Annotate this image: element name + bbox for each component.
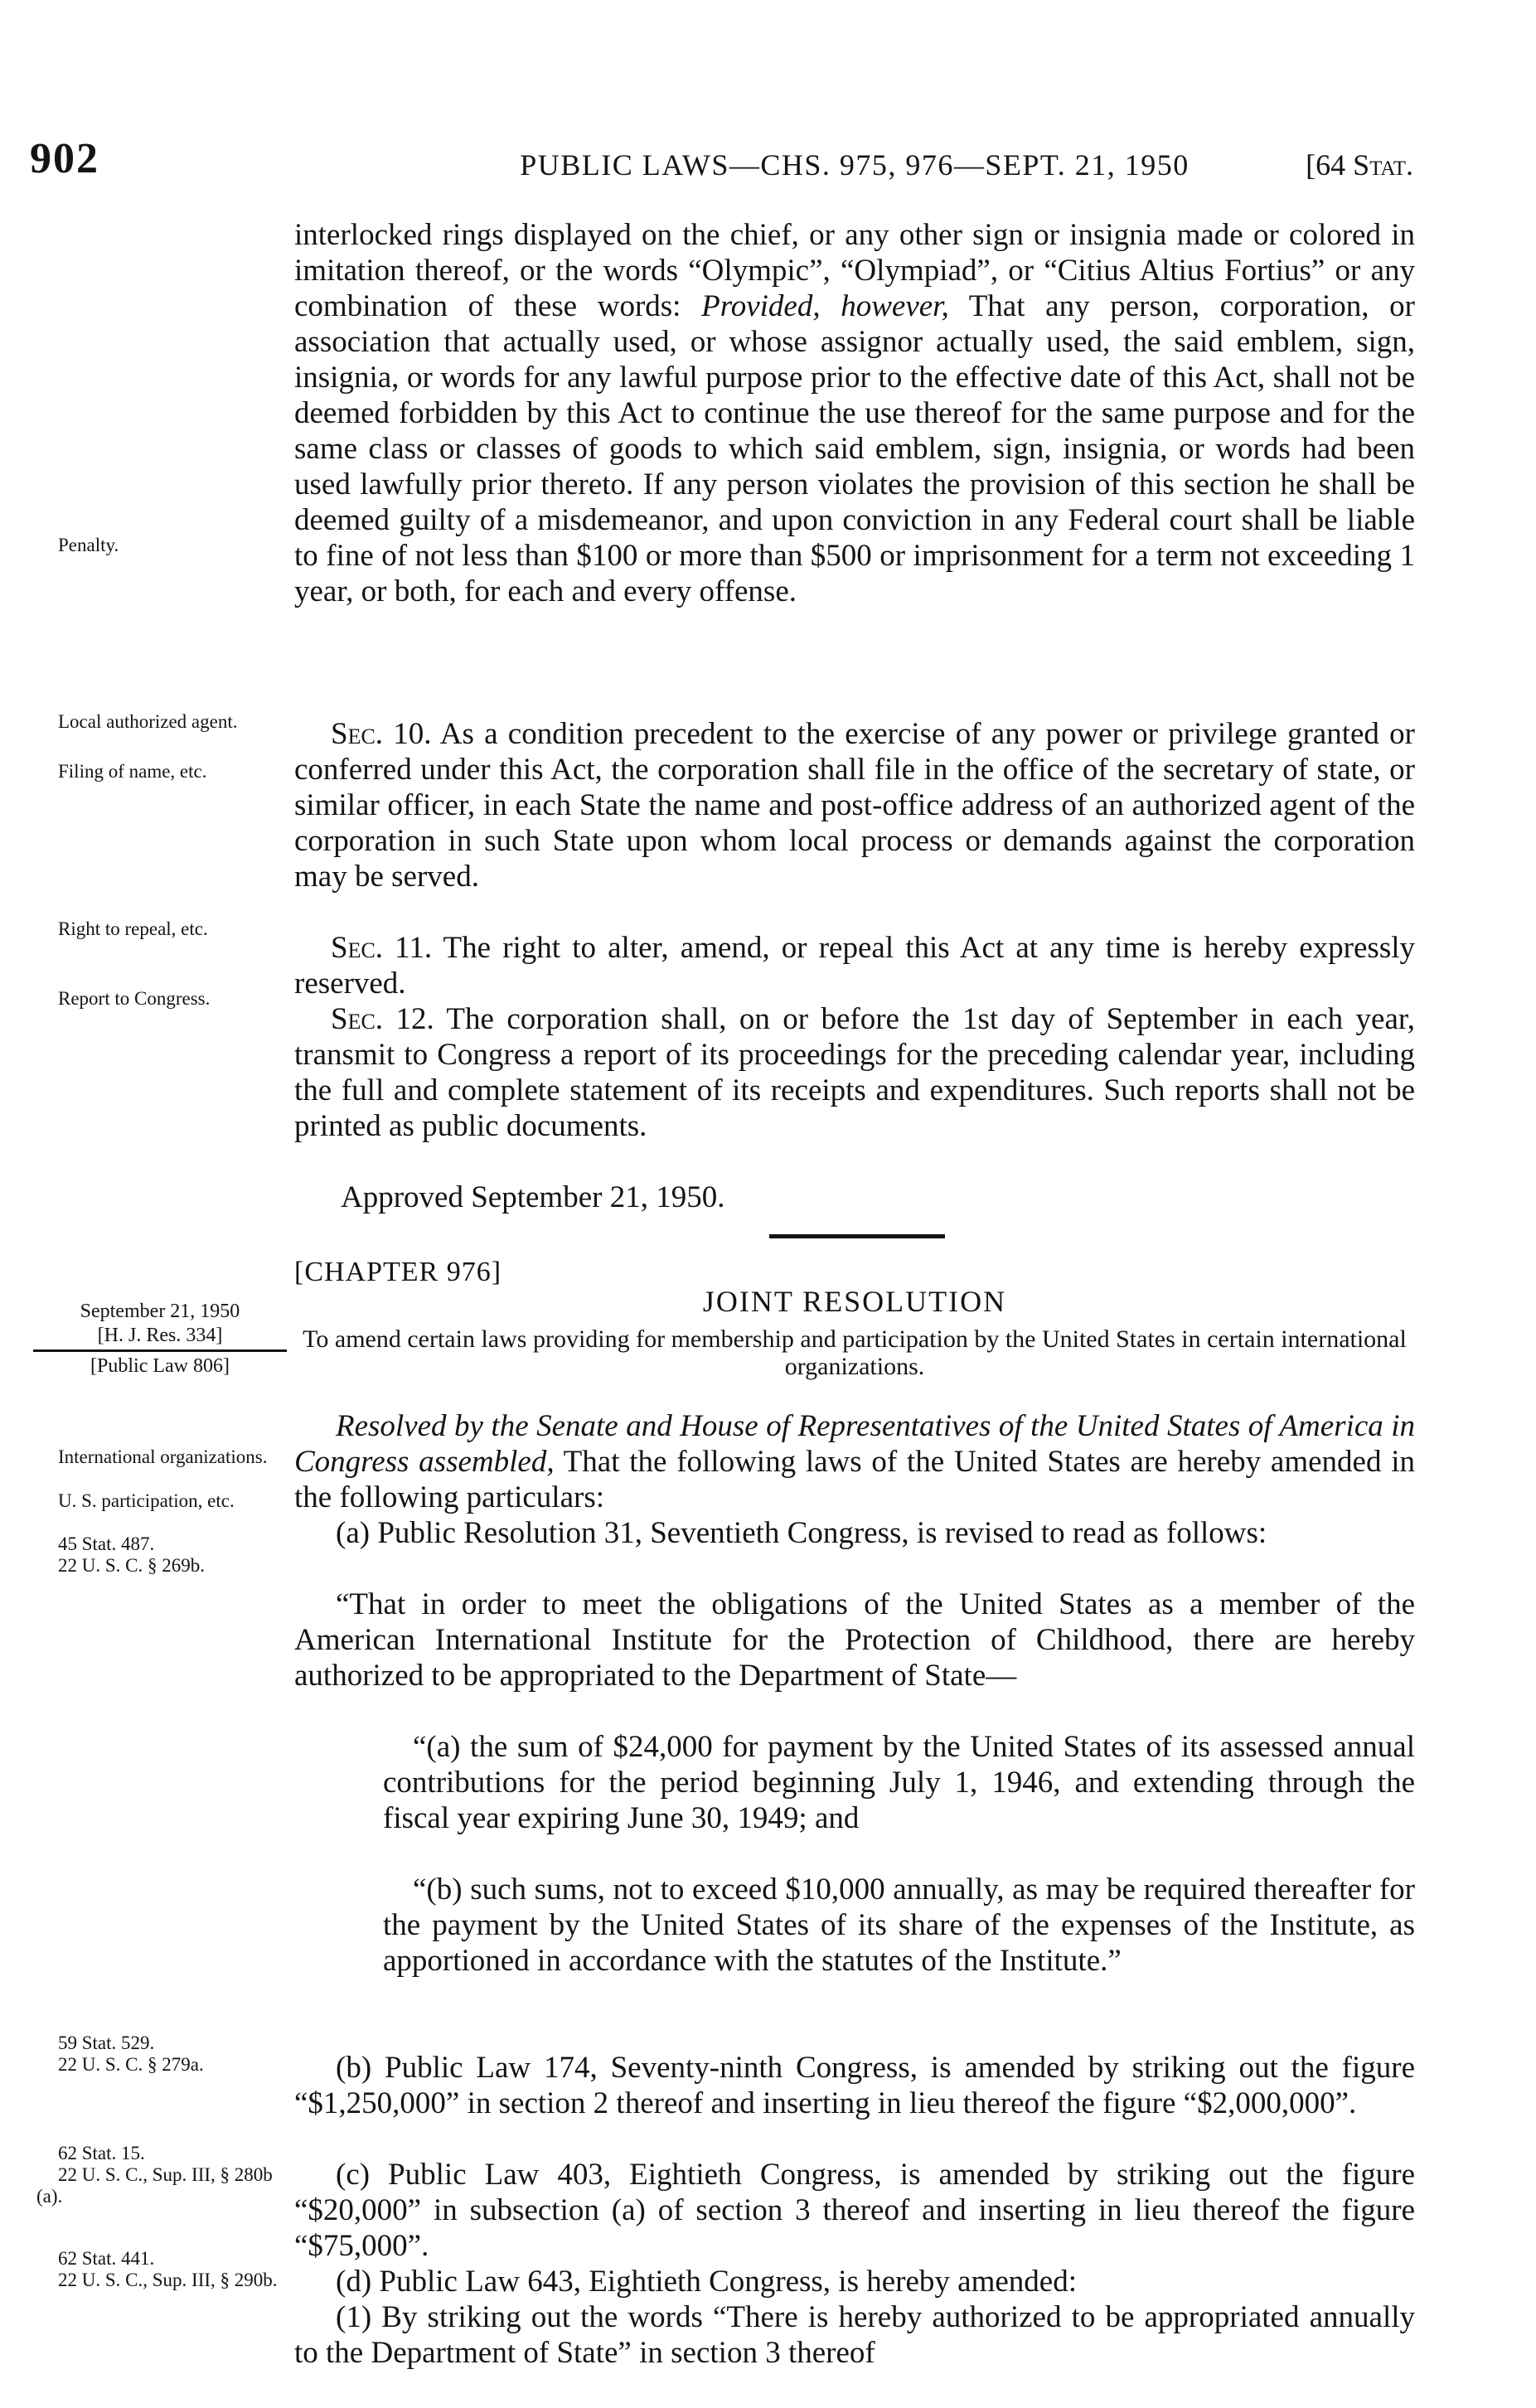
running-title: PUBLIC LAWS—CHS. 975, 976—SEPT. 21, 1950 xyxy=(520,148,1190,182)
paragraph-a-public-resolution-31: (a) Public Resolution 31, Seventieth Congress, is revised to read as follows: xyxy=(336,1516,1267,1550)
chapter-divider-rule xyxy=(769,1234,945,1238)
paragraph-that-in-order: “That in order to meet the obligations of the United States as a member of the American International Institute for the Protection of Childhood, there are hereby authorized to be appropriated to the Department of State— xyxy=(294,1587,1415,1693)
margin-note-62-stat-15: 62 Stat. 15. xyxy=(58,2143,145,2163)
paragraph-sec-10 xyxy=(294,716,1415,894)
margin-note-right-to-repeal: Right to repeal, etc. xyxy=(58,918,208,939)
margin-note-22-usc-279a: 22 U. S. C. § 279a. xyxy=(58,2054,204,2075)
run-post: That any person, corporation, or association that actually used, or whose assignor actually used, the said emblem, sign, insignia, or words for any lawful purpose prior to the effective date of this Act, shall not be deemed forbidden by this Act to continue the use thereof for the same purpose and for the same class or classes of goods to which said emblem, sign, insignia, or words had been used lawfully prior thereto. If any person violates the provision of this section he shall be deemed guilty of a misdemeanor, and upon conviction in any Federal court shall be liable to fine of not less than $100 or more than $500 or imprisonment for a term not exceeding 1 year, or both, for each and every offense. xyxy=(294,289,1415,608)
margin-note-59-stat-529: 59 Stat. 529. xyxy=(58,2033,155,2053)
approved-line: Approved September 21, 1950. xyxy=(341,1180,725,1214)
stat-ref-word: Stat. xyxy=(1353,148,1413,182)
paragraph-emblem-continuation xyxy=(294,217,1415,609)
sec-10-label: Sec. 10. xyxy=(331,717,432,751)
joint-resolution-heading: JOINT RESOLUTION xyxy=(702,1285,1007,1318)
run-proviso-italic: Provided, however, xyxy=(701,289,949,323)
margin-note-penalty: Penalty. xyxy=(58,535,119,555)
sec-11-text: The right to alter, amend, or repeal this Act at any time is hereby expressly reserved. xyxy=(294,931,1416,1001)
resolved-post: That the following laws of the United States are hereby amended in the following particulars: xyxy=(294,1445,1415,1514)
paragraph-sec-11 xyxy=(294,930,1415,1001)
paragraph-d-public-law-643: (d) Public Law 643, Eightieth Congress, is hereby amended: xyxy=(336,2265,1077,2299)
sec-12-label: Sec. 12. xyxy=(331,1002,434,1036)
paragraph-b-public-law-174: (b) Public Law 174, Seventy-ninth Congress, is amended by striking out the figure “$1,250,000” in section 2 thereof and inserting in lieu thereof the figure “$2,000,000”. xyxy=(294,2051,1415,2120)
quoted-subsection-a: “(a) the sum of $24,000 for payment by the United States of its assessed annual contributions for the period beginning July 1, 1946, and extending through the fiscal year expiring June 30, 1949; and xyxy=(383,1730,1415,1835)
law-note-date: September 21, 1950 xyxy=(80,1301,240,1322)
joint-resolution-subtitle: To amend certain laws providing for membership and participation by the United States in certain international organizations. xyxy=(303,1325,1407,1380)
margin-note-62-stat-441: 62 Stat. 441. xyxy=(58,2248,155,2269)
margin-note-intl-organizations: International organizations. xyxy=(58,1446,268,1467)
stat-ref-prefix: [64 xyxy=(1306,148,1354,182)
margin-note-22-usc-269b: 22 U. S. C. § 269b. xyxy=(58,1555,205,1576)
law-note-hjres: [H. J. Res. 334] xyxy=(33,1324,287,1352)
stat-volume-ref xyxy=(1306,148,1413,182)
run-pre: interlocked rings displayed on the chief, or any other sign or insignia made or colored in imitation thereof, or the words “Olympic”, “Olympiad”, or “Citius Altius Fortius” or any combination of these words: xyxy=(294,218,1415,323)
resolved-italic: Resolved by the Senate and House of Representatives of the United States of America in Congress assembled, xyxy=(294,1409,1415,1479)
sec-11-label: Sec. 11. xyxy=(331,931,433,965)
margin-note-law-citation xyxy=(33,1300,287,1378)
law-note-public-law: [Public Law 806] xyxy=(90,1355,230,1377)
paragraph-resolved xyxy=(294,1408,1415,1515)
paragraph-c-public-law-403: (c) Public Law 403, Eightieth Congress, is amended by striking out the figure “$20,000” in subsection (a) of section 3 thereof and inserting in lieu thereof the figure “$75,000”. xyxy=(294,2158,1415,2263)
page-number: 902 xyxy=(30,135,99,182)
sec-12-text: The corporation shall, on or before the 1st day of September in each year, transmit to Congress a report of its proceedings for the preceding calendar year, including the full and complete statement of its receipts and expenditures. Such reports shall not be printed as public documents. xyxy=(294,1002,1415,1143)
margin-note-45-stat-487: 45 Stat. 487. xyxy=(58,1533,155,1554)
paragraph-d1-striking-words: (1) By striking out the words “There is hereby authorized to be appropriated annually to the Department of State” in section 3 thereof xyxy=(294,2300,1415,2370)
chapter-976-label: [CHAPTER 976] xyxy=(294,1257,502,1287)
margin-note-filing: Filing of name, etc. xyxy=(58,761,207,782)
margin-note-local-agent: Local authorized agent. xyxy=(58,711,238,732)
margin-note-us-participation: U. S. participation, etc. xyxy=(58,1490,235,1511)
margin-note-report-to-congress: Report to Congress. xyxy=(58,988,211,1009)
margin-note-22-usc-290b: 22 U. S. C., Sup. III, § 290b. xyxy=(58,2270,278,2290)
margin-note-22-usc-280b: 22 U. S. C., Sup. III, § 280b (a). xyxy=(36,2164,273,2207)
quoted-subsection-b: “(b) such sums, not to exceed $10,000 annually, as may be required thereafter for the payment by the United States of its share of the expenses of the Institute, as apportioned in accordance with the statutes of the Institute.” xyxy=(383,1873,1415,1978)
sec-10-text: As a condition precedent to the exercise of any power or privilege granted or conferred under this Act, the corporation shall file in the office of the secretary of state, or similar officer, in each State the name and post-office address of an authorized agent of the corporation in such State upon whom local process or demands against the corporation may be served. xyxy=(294,717,1415,894)
paragraph-sec-12 xyxy=(294,1001,1415,1144)
